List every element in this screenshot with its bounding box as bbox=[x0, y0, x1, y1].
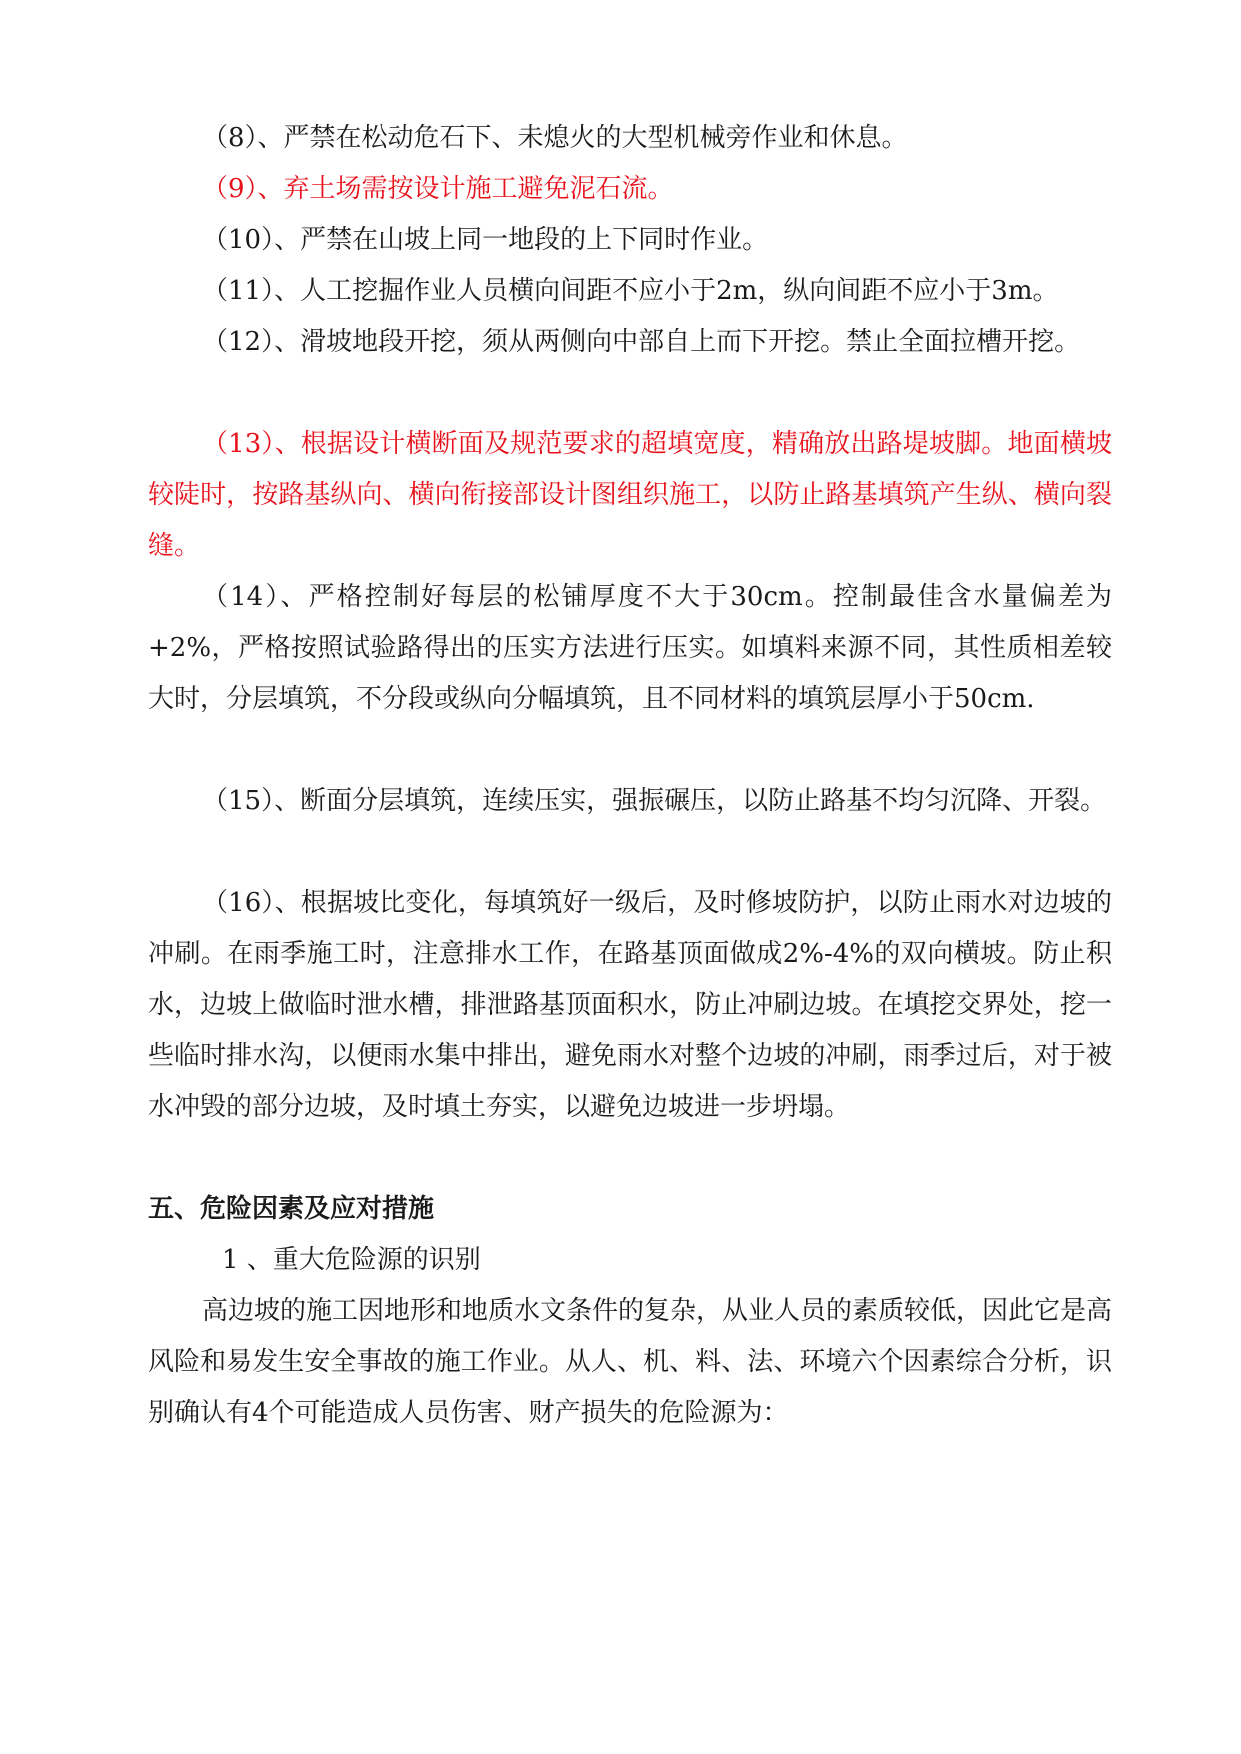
paragraph-item-12: （12）、滑坡地段开挖，须从两侧向中部自上而下开挖。禁止全面拉槽开挖。 bbox=[202, 327, 1081, 357]
paragraph-item-10: （10）、严禁在山坡上同一地段的上下同时作业。 bbox=[202, 225, 769, 255]
paragraph-item-11: （11）、人工挖掘作业人员横向间距不应小于2m，纵向间距不应小于3m。 bbox=[202, 276, 1059, 306]
paragraph-item-13: （13）、根据设计横断面及规范要求的超填宽度，精确放出路堤坡脚。地面横坡较陡时，按路基纵向、横向衔接部设计图组织施工，以防止路基填筑产生纵、横向裂缝。 bbox=[148, 429, 1112, 561]
subsection-heading: 1 、重大危险源的识别 bbox=[222, 1245, 481, 1275]
intro-paragraph: 高边坡的施工因地形和地质水文条件的复杂，从业人员的素质较低，因此它是高风险和易发生安全事故的施工作业。从人、机、料、法、环境六个因素综合分析，识别确认有4个可能造成人员伤害、财产损失的危险源为： bbox=[148, 1296, 1113, 1428]
paragraph-item-8: （8）、严禁在松动危石下、未熄火的大型机械旁作业和休息。 bbox=[202, 123, 908, 153]
paragraph-item-14: （14）、严格控制好每层的松铺厚度不大于30cm。控制最佳含水量偏差为+2%，严格按照试验路得出的压实方法进行压实。如填料来源不同，其性质相差较大时，分层填筑，不分段或纵向分幅填筑，且不同材料的填筑层厚小于50cm. bbox=[148, 582, 1112, 714]
paragraph-item-15: （15）、断面分层填筑，连续压实，强振碾压，以防止路基不均匀沉降、开裂。 bbox=[202, 786, 1107, 816]
paragraph-item-9: （9）、弃土场需按设计施工避免泥石流。 bbox=[202, 174, 674, 204]
section-heading: 五、危险因素及应对措施 bbox=[148, 1194, 435, 1224]
paragraph-item-16: （16）、根据坡比变化，每填筑好一级后，及时修坡防护，以防止雨水对边坡的冲刷。在雨季施工时，注意排水工作，在路基顶面做成2%-4%的双向横坡。防止积水，边坡上做临时泄水槽，排泄路基顶面积水，防止冲刷边坡。在填挖交界处，挖一些临时排水沟，以便雨水集中排出，避免雨水对整个边坡的冲刷，雨季过后，对于被水冲毁的部分边坡，及时填土夯实，以避免边坡进一步坍塌。 bbox=[148, 888, 1112, 1122]
